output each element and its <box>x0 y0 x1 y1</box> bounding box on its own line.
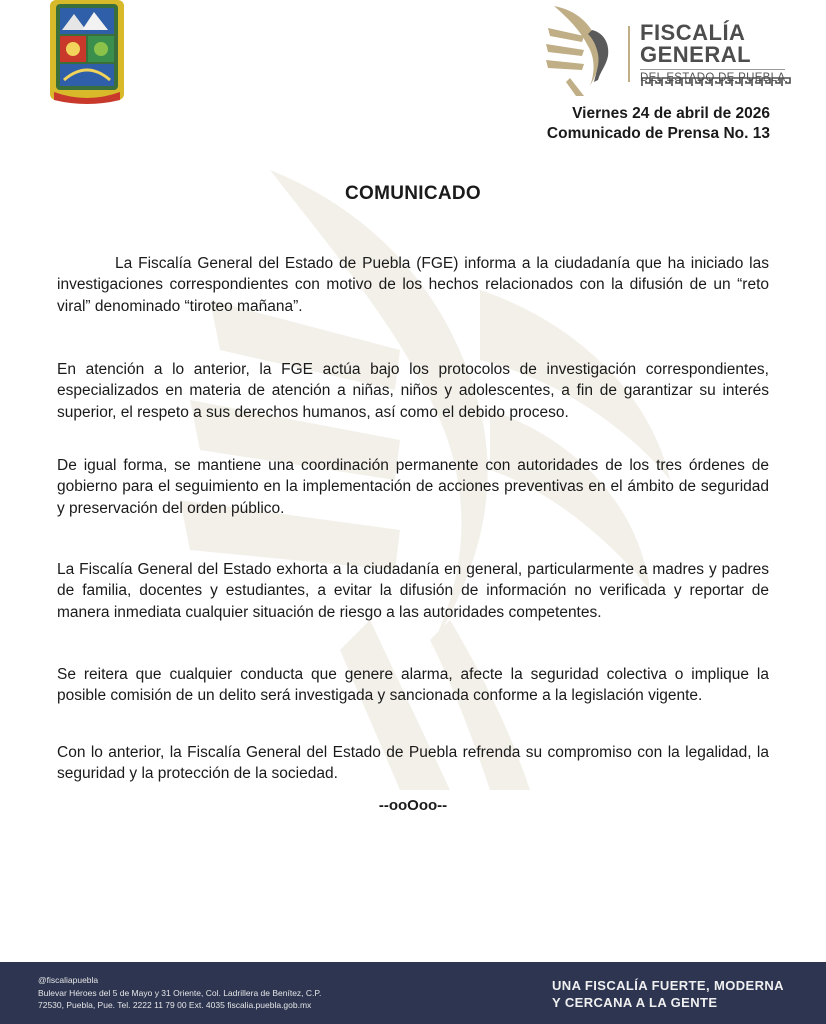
release-date: Viernes 24 de abril de 2026 <box>572 105 770 122</box>
paragraph-1: La Fiscalía General del Estado de Puebla (FGE) informa a la ciudadanía que ha iniciado las investigaciones correspondientes con motivo de los hechos relacionados con la difusión de un “reto viral” denominado “tiroteo mañana”. <box>57 255 769 315</box>
page-title: COMUNICADO <box>345 183 481 204</box>
address-line-1: Bulevar Héroes del 5 de Mayo y 31 Oriente, Col. Ladrillera de Benítez, C.P. <box>38 987 322 998</box>
brand-line-estado: DEL ESTADO DE PUEBLA <box>640 69 785 84</box>
brand-divider <box>628 26 630 82</box>
paragraph-5: Se reitera que cualquier conducta que genere alarma, afecte la seguridad colectiva o implique la posible comisión de un delito será investigada y sancionada conforme a la legislación vigente. <box>57 666 769 705</box>
footer <box>0 962 826 1024</box>
closing-mark: --ooOoo-- <box>378 797 448 814</box>
paragraph-6: Con lo anterior, la Fiscalía General del Estado de Puebla refrenda su compromiso con la legalidad, la seguridad y la protección de la sociedad. <box>57 744 769 783</box>
paragraph-3: De igual forma, se mantiene una coordinación permanente con autoridades de los tres órdenes de gobierno para el seguimiento en la implementación de acciones preventivas en el ámbito de seguridad y preservación del orden público. <box>57 457 769 517</box>
release-number: Comunicado de Prensa No. 13 <box>546 125 770 142</box>
fiscalia-profile-logo-icon <box>540 0 620 96</box>
social-handle: @fiscaliapuebla <box>38 975 99 985</box>
brand-line-fiscalia: FISCALÍA <box>640 20 746 45</box>
brand-line-general: GENERAL <box>640 42 752 67</box>
puebla-state-seal-icon <box>48 0 126 104</box>
address-line-2: 72530, Puebla, Pue. Tel. 2222 11 79 00 Ext. 4035 fiscalia.puebla.gob.mx <box>38 1000 312 1010</box>
date-block <box>547 104 770 144</box>
slogan-line-2: Y CERCANA A LA GENTE <box>552 995 718 1010</box>
footer-contact <box>38 974 321 1012</box>
slogan-line-1: UNA FISCALÍA FUERTE, MODERNA <box>552 978 784 993</box>
footer-slogan <box>552 977 784 1011</box>
greek-pattern-icon <box>640 76 800 88</box>
brand-name <box>640 22 785 84</box>
paragraph-4: La Fiscalía General del Estado exhorta a la ciudadanía en general, particularmente a madres y padres de familia, docentes y estudiantes, a evitar la difusión de información no verificada y reportar de manera inmediata cualquier situación de riesgo a las autoridades competentes. <box>57 561 769 621</box>
paragraph-2: En atención a lo anterior, la FGE actúa bajo los protocolos de investigación correspondientes, especializados en materia de atención a niñas, niños y adolescentes, a fin de garantizar su interés superior, el respeto a sus derechos humanos, así como el debido proceso. <box>57 361 769 421</box>
fiscalia-brand-logo <box>540 0 810 100</box>
